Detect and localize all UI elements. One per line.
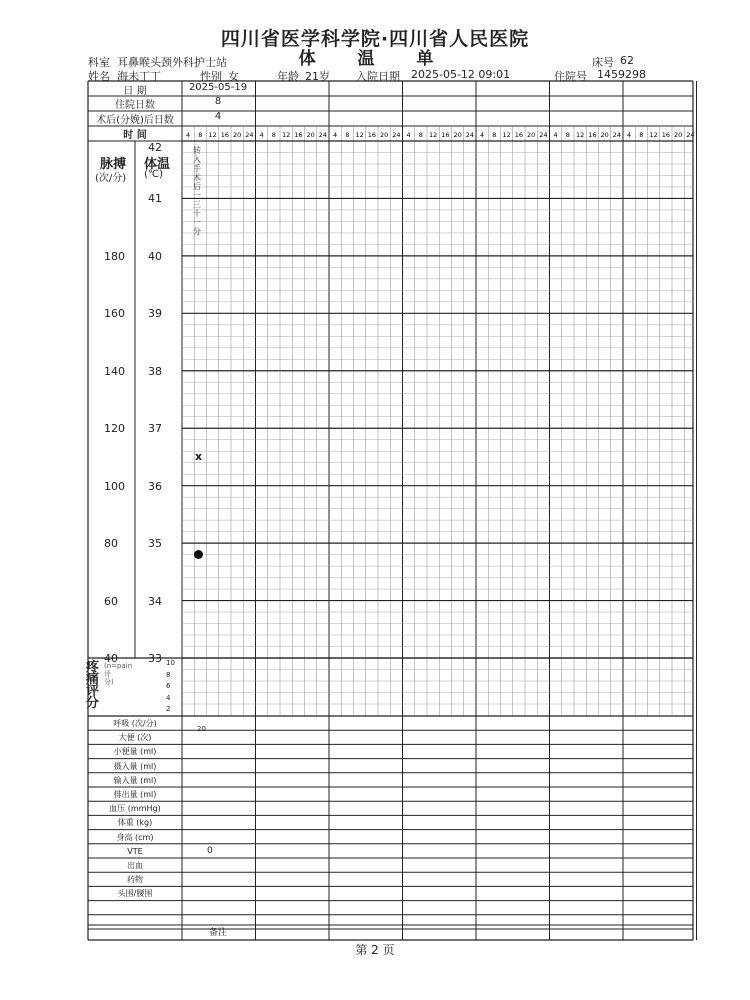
temp-tick: 42 <box>148 141 162 154</box>
pain-score-sublabel: (n=pain评分) <box>104 662 133 686</box>
pulse-tick: 100 <box>104 479 125 493</box>
row-label: 小便量 (ml) <box>113 747 157 757</box>
row-label: 输入量 (ml) <box>113 775 157 785</box>
hour-label: 4 <box>553 131 558 139</box>
row-label: 排出量 (ml) <box>113 790 157 799</box>
hour-label: 8 <box>639 131 644 139</box>
hour-label: 24 <box>392 131 401 139</box>
hosp-days-value: 8 <box>214 96 222 107</box>
temp-tick: 33 <box>148 652 162 665</box>
row-label: 血压 (mmHg) <box>109 804 161 814</box>
hour-label: 20 <box>673 131 683 139</box>
hour-label: 12 <box>428 131 438 139</box>
pulse-tick: 120 <box>104 422 125 436</box>
hour-label: 12 <box>208 131 217 139</box>
hour-label: 16 <box>661 131 671 139</box>
dept-label: 科室 <box>88 56 110 69</box>
bed-value: 62 <box>620 54 634 67</box>
hour-label: 4 <box>333 131 338 139</box>
event-note: 转入手术后一三十一分 <box>193 146 201 236</box>
admit-label: 入院日期 <box>356 70 400 83</box>
form-title: 体 温 单 <box>298 49 452 69</box>
hour-label: 24 <box>539 131 548 139</box>
row-label: 头围/腰围 <box>117 889 153 899</box>
hour-label: 12 <box>502 131 511 139</box>
hour-label: 4 <box>627 131 632 139</box>
temp-tick: 41 <box>148 192 162 206</box>
footer-note-cell: 备注 <box>208 928 227 938</box>
page-number: 第 2 页 <box>355 943 395 957</box>
hour-label: 12 <box>281 131 291 139</box>
temp-unit: (℃) <box>144 169 164 180</box>
hour-label: 20 <box>453 131 462 139</box>
postop-days-label: 术后(分娩)后日数 <box>96 115 174 125</box>
pulse-axis-label: 脉搏 <box>100 157 127 172</box>
bed-label: 床号 <box>592 56 614 69</box>
admit-value: 2025-05-12 09:01 <box>411 68 511 81</box>
pulse-tick: 160 <box>104 307 125 321</box>
temp-tick: 36 <box>148 479 162 493</box>
row-label: VTE <box>127 846 143 856</box>
hour-label: 4 <box>406 131 411 139</box>
temp-tick: 35 <box>148 537 162 551</box>
sex-value: 女 <box>228 70 239 83</box>
pain-score-label: 疼痛评分 <box>86 660 100 711</box>
pain-tick: 6 <box>166 682 171 690</box>
date-label: 日 期 <box>123 86 147 96</box>
hour-label: 24 <box>686 131 695 139</box>
hour-label: 20 <box>600 131 609 139</box>
pain-tick: 10 <box>166 659 175 667</box>
hour-label: 12 <box>649 131 658 139</box>
pain-tick: 2 <box>166 705 171 713</box>
hour-label: 8 <box>492 131 497 139</box>
row-label: 药物 <box>127 875 143 885</box>
pulse-mark-dot <box>194 550 203 559</box>
resp-value: 20 <box>197 725 206 733</box>
hour-label: 24 <box>612 131 622 139</box>
row-label <box>88 916 182 929</box>
date-value: 2025-05-19 <box>188 82 248 93</box>
row-label: 呼吸 (次/分) <box>113 719 157 728</box>
hour-label: 16 <box>441 131 450 139</box>
hour-label: 12 <box>575 131 585 139</box>
hour-label: 24 <box>318 131 328 139</box>
name-label: 姓名 <box>88 70 110 83</box>
row-label <box>88 902 182 915</box>
vte-value: 0 <box>207 846 213 856</box>
pulse-tick: 180 <box>104 249 125 263</box>
dept-value: 耳鼻喉头颈外科护士站 <box>117 56 227 69</box>
temp-tick: 39 <box>148 307 162 321</box>
row-label: 体重 (kg) <box>117 818 153 828</box>
hour-label: 20 <box>306 131 315 139</box>
hour-label: 12 <box>355 131 364 139</box>
pain-tick: 8 <box>166 670 171 679</box>
pulse-unit: (次/分) <box>95 173 127 184</box>
hour-label: 20 <box>379 131 389 139</box>
temp-axis-label: 体温 <box>144 157 171 172</box>
pulse-tick: 140 <box>104 364 125 378</box>
inpatient-no-value: 1459298 <box>597 68 646 81</box>
row-label: 身高 (cm) <box>116 832 154 842</box>
row-label: 大便 (次) <box>118 733 152 743</box>
hour-label: 8 <box>418 131 423 139</box>
age-label: 年龄 <box>277 70 299 83</box>
pulse-tick: 80 <box>104 537 118 551</box>
sex-label: 性别 <box>200 70 222 83</box>
hour-label: 4 <box>480 131 485 139</box>
hosp-days-label: 住院日数 <box>115 100 155 110</box>
hour-label: 16 <box>294 131 303 139</box>
hospital-title: 四川省医学科学院·四川省人民医院 <box>220 28 530 50</box>
hour-label: 8 <box>198 131 203 139</box>
hour-label: 20 <box>526 131 536 139</box>
row-label: 摄入量 (ml) <box>113 761 157 771</box>
pulse-tick: 40 <box>104 652 118 665</box>
temperature-mark: x <box>195 450 203 463</box>
hour-label: 16 <box>220 131 230 139</box>
hour-label: 8 <box>565 131 570 139</box>
hour-label: 24 <box>245 131 254 139</box>
hour-label: 8 <box>271 131 276 139</box>
temp-tick: 34 <box>148 594 162 608</box>
inpatient-no-label: 住院号 <box>554 70 587 83</box>
name-value: 海未丁丁 <box>117 70 161 83</box>
hour-label: 16 <box>514 131 524 139</box>
hour-label: 20 <box>232 131 242 139</box>
temp-tick: 37 <box>148 422 162 436</box>
hour-label: 4 <box>259 131 264 139</box>
hour-label: 16 <box>367 131 377 139</box>
row-label: 出血 <box>127 861 143 870</box>
postop-days-value: 4 <box>214 111 222 122</box>
temp-tick: 40 <box>148 249 162 263</box>
hour-label: 8 <box>345 131 350 139</box>
pain-tick: 4 <box>166 693 171 702</box>
pulse-tick: 60 <box>104 594 118 608</box>
hour-label: 4 <box>186 131 191 139</box>
temp-tick: 38 <box>148 364 162 378</box>
age-value: 21岁 <box>305 70 330 83</box>
hour-label: 24 <box>465 131 475 139</box>
time-label: 时 间 <box>123 130 147 140</box>
hour-label: 16 <box>588 131 597 139</box>
